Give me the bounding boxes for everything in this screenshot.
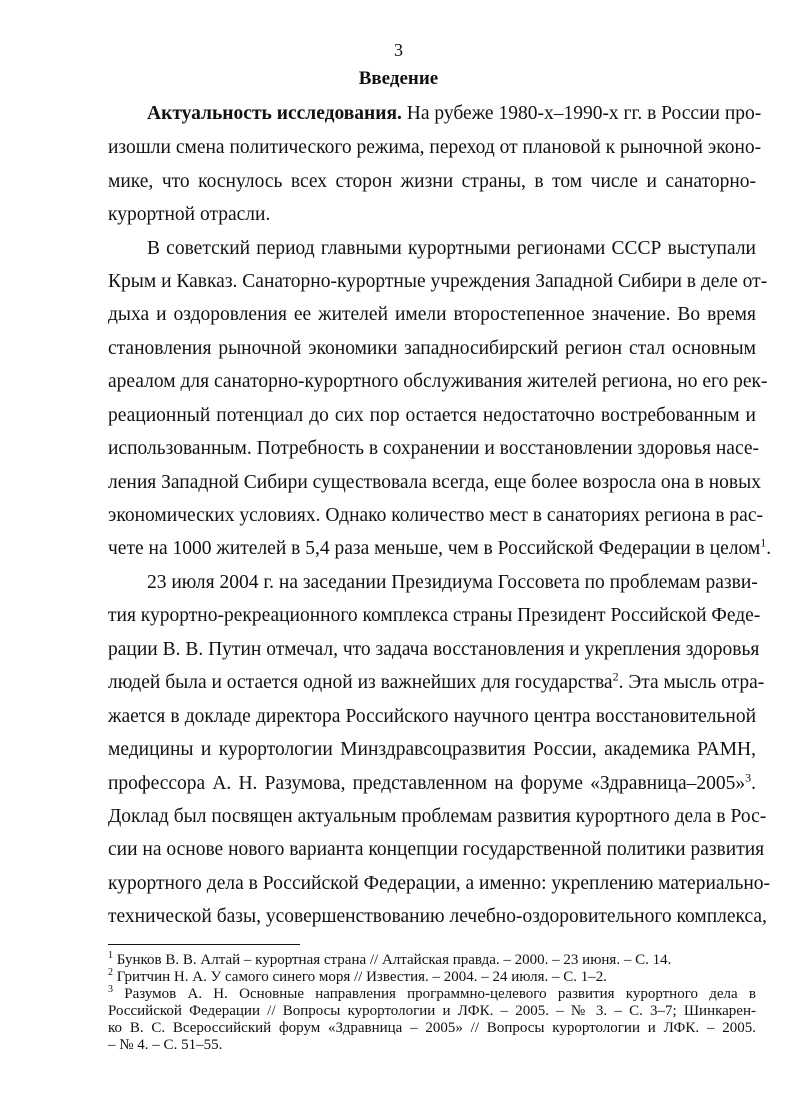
paragraph-line: курортного дела в Российской Федерации, а именно: укреплению материально- <box>108 873 771 894</box>
footnote-ref-2: 2 <box>612 669 619 684</box>
paragraph-line: профессора А. Н. Разумова, представленном на форуме «Здравница–2005»$^3$. <box>108 770 756 794</box>
footnote-1: $^1$ Бунков В. В. Алтай – курортная страна // Алтайская правда. – 2000. – 23 июня. – С. 14. <box>108 950 672 968</box>
footnote-ref-1: 1 <box>760 535 767 550</box>
paragraph-line: Крым и Кавказ. Санаторно-курортные учреждения Западной Сибири в деле от- <box>108 271 768 292</box>
paragraph-line: использованным. Потребность в сохранении и восстановлении здоровья насе- <box>108 438 760 459</box>
paragraph-line: изошли смена политического режима, переход от плановой к рыночной эконо- <box>108 137 762 158</box>
footnote-3: $^3$ Разумов А. Н. Основные направления программно-целевого развития курортного дела в <box>108 984 756 1002</box>
paragraph-line: дыха и оздоровления ее жителей имели второстепенное значение. Во время <box>108 304 756 325</box>
paragraph-line: жается в докладе директора Российского научного центра восстановительной <box>108 706 756 727</box>
footnote-3-line: Российской Федерации // Вопросы курортологии и ЛФК. – 2005. – № 3. – С. 3–7; Шинкарен- <box>108 1003 756 1019</box>
paragraph-line: сии на основе нового варианта концепции государственной политики развития <box>108 839 765 860</box>
paragraph-line: технической базы, усовершенствованию лечебно-оздоровительного комплекса, <box>108 906 767 927</box>
paragraph-line: В советский период главными курортными регионами СССР выступали <box>147 238 756 259</box>
paragraph-line: 23 июля 2004 г. на заседании Президиума Госсовета по проблемам разви- <box>147 572 758 593</box>
paragraph-line: экономических условиях. Однако количество мест в санаториях региона в рас- <box>108 505 763 526</box>
footnote-3-line: – № 4. – С. 51–55. <box>108 1037 223 1053</box>
paragraph-line: становления рыночной экономики западносибирский регион стал основным <box>108 338 756 359</box>
paragraph-line: ареалом для санаторно-курортного обслуживания жителей региона, но его рек- <box>108 371 768 392</box>
paragraph-line: ления Западной Сибири существовала всегда, еще более возросла она в новых <box>108 472 761 493</box>
paragraph-line: людей была и остается одной из важнейших для государства$^2$. Эта мысль отра- <box>108 669 765 693</box>
paragraph-line: рации В. В. Путин отмечал, что задача восстановления и укрепления здоровья <box>108 639 760 660</box>
paragraph-line: Актуальность исследования. На рубеже 1980-х–1990-х гг. в России про- <box>147 103 762 124</box>
footnote-ref-3: 3 <box>745 770 752 785</box>
section-title: Введение <box>358 68 439 89</box>
footnote-2: $^2$ Гритчин Н. А. У самого синего моря // Известия. – 2004. – 24 июля. – С. 1–2. <box>108 967 608 985</box>
paragraph-line: Доклад был посвящен актуальным проблемам развития курортного дела в Рос- <box>108 806 767 827</box>
paragraph-line: курортной отрасли. <box>108 204 271 225</box>
lead-heading: Актуальность исследования. <box>147 103 402 124</box>
footnote-divider <box>108 944 300 945</box>
paragraph-line: медицины и курортологии Минздравсоцразвития России, академика РАМН, <box>108 739 756 760</box>
paragraph-line: мике, что коснулось всех сторон жизни страны, в том числе и санаторно- <box>108 171 756 192</box>
footnote-3-line: ко В. С. Всероссийский форум «Здравница – 2005» // Вопросы курортологии и ЛФК. – 2005. <box>108 1020 756 1036</box>
paragraph-line: реационный потенциал до сих пор остается недостаточно востребованным и <box>108 405 756 426</box>
paragraph-line: тия курортно-рекреационного комплекса страны Президент Российской Феде- <box>108 605 761 626</box>
paragraph-line: чете на 1000 жителей в 5,4 раза меньше, чем в Российской Федерации в целом$^1$. <box>108 535 772 559</box>
page-number: 3 <box>394 40 403 60</box>
